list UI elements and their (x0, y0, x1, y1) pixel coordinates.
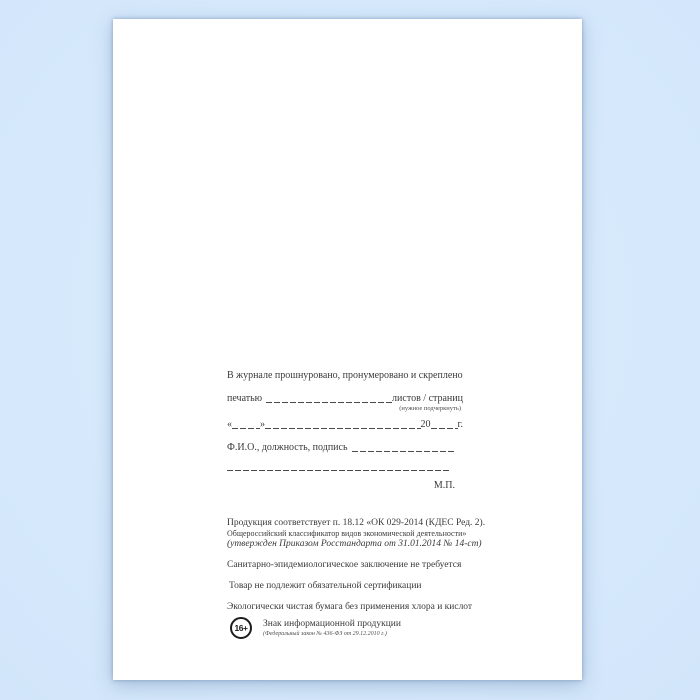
seal-blank-line (266, 402, 392, 403)
signature-blank-line (352, 451, 455, 452)
standard-compliance-line1: Продукция соответствует п. 18.12 «ОК 029-2014 (КДЕС Ред. 2). (227, 518, 486, 528)
open-quote: « (227, 419, 232, 430)
certification-statement: Товар не подлежит обязательной сертификации (229, 581, 422, 591)
extra-blank-line (227, 470, 451, 471)
month-blank-line (265, 428, 421, 429)
imprint-block (227, 370, 486, 639)
stamp-place-label: М.П. (433, 480, 455, 491)
journal-back-page (113, 19, 582, 680)
day-blank-line (232, 428, 260, 429)
close-quote: » (260, 419, 265, 430)
seal-row (227, 393, 463, 405)
standard-compliance-line2: Общероссийский классификатор видов экономической деятельности» (227, 529, 467, 538)
signature-row (227, 442, 463, 454)
age-16plus-icon (230, 617, 252, 639)
seal-label: печатью (227, 393, 263, 404)
eco-statement: Экологически чистая бумага без применения хлора и кислот (227, 602, 473, 612)
year-suffix: г. (457, 419, 463, 430)
standard-compliance-line3: (утвержден Приказом Росстандарта от 31.01.2014 № 14-ст) (227, 539, 482, 549)
signature-label: Ф.И.О., должность, подпись (227, 442, 348, 453)
sheets-pages-label: листов / страниц (392, 393, 463, 404)
binding-statement: В журнале прошнуровано, пронумеровано и скреплено (227, 370, 463, 381)
date-row (227, 419, 463, 431)
info-product-law-note: (Федеральный закон № 436-ФЗ от 29.12.2010 г.) (263, 631, 387, 637)
year-blank-line (431, 428, 458, 429)
age-16plus-label: 16+ (234, 623, 248, 633)
sanitary-statement: Санитарно-эпидемиологическое заключение не требуется (227, 560, 462, 570)
age-rating-row (230, 617, 463, 639)
info-product-block (263, 617, 401, 638)
underline-instruction: (нужное подчеркнуть) (399, 405, 461, 412)
year-prefix: 20 (420, 419, 431, 430)
info-product-title: Знак информационной продукции (263, 619, 401, 629)
